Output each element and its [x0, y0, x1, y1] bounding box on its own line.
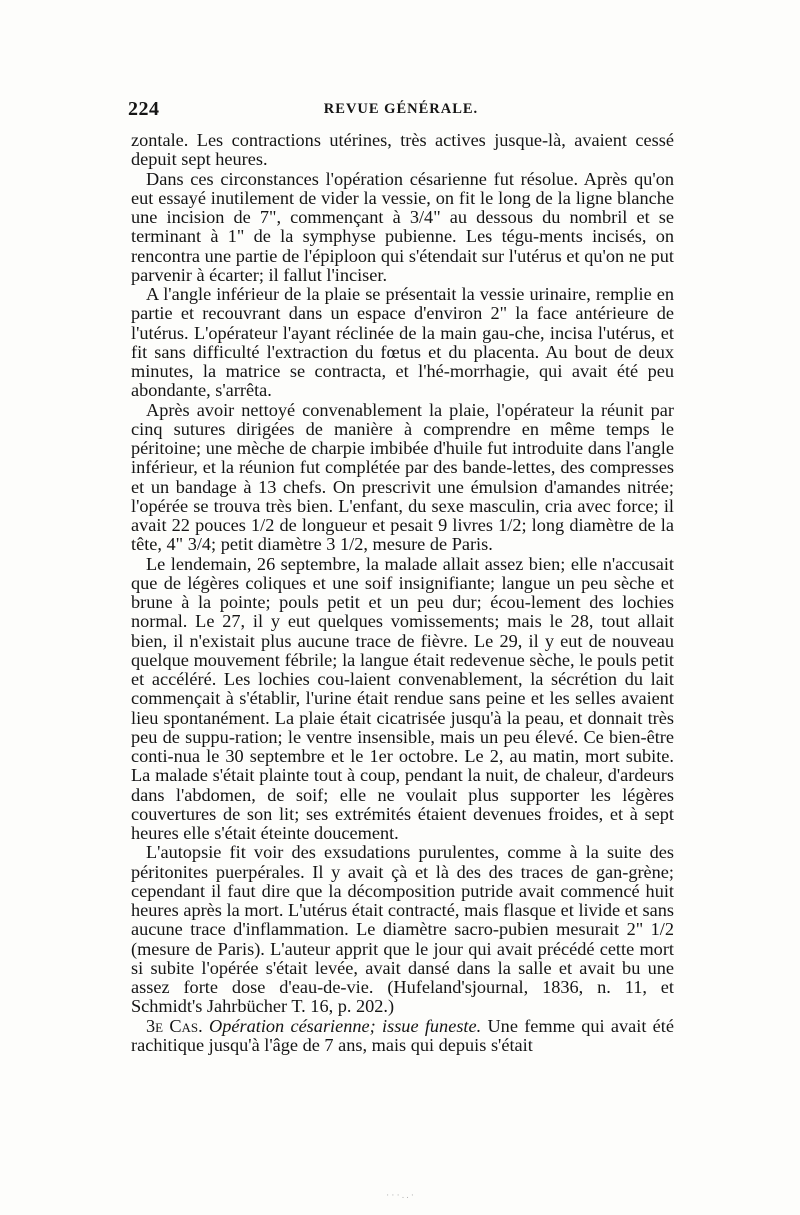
- page-number: 224: [128, 98, 160, 120]
- case-title: Opération césarienne; issue funeste.: [209, 1015, 482, 1036]
- paragraph: zontale. Les contractions utérines, très actives jusque-là, avaient cessé depuit sept heures.: [131, 130, 674, 170]
- paragraph: Le lendemain, 26 septembre, la malade allait assez bien; elle n'accusait que de légères coliques et une soif insignifiante; langue un peu sèche et brune à la pointe; pouls petit et un peu dur; écou-lement des lochies normal. Le 27, il y eut quelques vomissements; mais le 28, tout allait bien, il n'existait plus aucune trace de fièvre. Le 29, il y eut de nouveau quelque mouvement fébrile; la langue était redevenue sèche, le pouls petit et accéléré. Les lochies cou-laient convenablement, la sécrétion du lait commençait à s'établir, l'urine était rendue sans peine et les selles avaient lieu spontanément. La plaie était cicatrisée jusqu'à la peau, et donnait très peu de suppu-ration; le ventre insensible, mais un peu élevé. Ce bien-être conti-nua le 30 septembre et le 1er octobre. Le 2, au matin, mort subite. La malade s'était plainte tout à coup, pendant la nuit, de chaleur, d'ardeurs dans l'abdomen, de soif; elle ne voulait plus supporter les légères couvertures de son lit; ses extrémités étaient devenues froides, et à sept heures elle s'était éteinte doucement.: [131, 553, 674, 843]
- bleed-through-mark: · · · . . ·: [386, 1190, 414, 1200]
- case-heading-paragraph: [131, 1017, 674, 1056]
- paragraph: L'autopsie fit voir des exsudations purulentes, comme à la suite des péritonites puerpérales. Il y avait çà et là des des traces de gan-grène; cependant il faut dire que la décomposition putride avait commencé huit heures après la mort. L'utérus était contracté, mais flasque et livide et sans aucune trace d'inflammation. Le diamètre sacro-pubien mesurait 2" 1/2 (mesure de Paris). L'auteur apprit que le jour qui avait précédé cette mort si subite l'opérée s'était levée, avait dansé dans la salle et avait bu une assez forte dose d'eau-de-vie. (Hufeland'sjournal, 1836, n. 11, et Schmidt's Jahrbücher T. 16, p. 202.): [131, 842, 674, 1017]
- paragraph: A l'angle inférieur de la plaie se présentait la vessie urinaire, remplie en partie et recouvrant dans un espace d'environ 2" la face antérieure de l'utérus. L'opérateur l'ayant réclinée de la main gau-che, incisa l'utérus, et fit sans difficulté l'extraction du fœtus et du placenta. Au bout de deux minutes, la matrice se contracta, et l'hé-morrhagie, qui avait été peu abondante, s'arrêta.: [131, 284, 674, 401]
- paragraph: Dans ces circonstances l'opération césarienne fut résolue. Après qu'on eut essayé inutilement de vider la vessie, on fit le long de la ligne blanche une incision de 7", commençant à 3/4" au dessous du nombril et se terminant à 1" de la symphyse pubienne. Les tégu-ments incisés, on rencontra une partie de l'épiploon qui s'étendait sur l'utérus et qu'on ne put parvenir à écarter; il fallut l'inciser.: [131, 168, 674, 285]
- running-title: REVUE GÉNÉRALE.: [323, 101, 479, 117]
- page-header: [128, 98, 674, 124]
- case-label: 3e Cas.: [146, 1015, 203, 1036]
- body-text: [131, 131, 674, 1055]
- paragraph: Après avoir nettoyé convenablement la plaie, l'opérateur la réunit par cinq sutures dirigées de manière à comprendre en même temps le péritoine; une mèche de charpie imbibée d'huile fut introduite dans l'angle inférieur, et la réunion fut complétée par des bande-lettes, des compresses et un bandage à 13 chefs. On prescrivit une émulsion d'amandes nitrée; l'opérée se trouva très bien. L'enfant, du sexe masculin, cria avec force; il avait 22 pouces 1/2 de longueur et pesait 9 livres 1/2; long diamètre de la tête, 4" 3/4; petit diamètre 3 1/2, mesure de Paris.: [131, 399, 674, 555]
- case-text: Une femme qui avait été rachitique jusqu'à l'âge de 7 ans, mais qui depuis s'était: [131, 1015, 674, 1055]
